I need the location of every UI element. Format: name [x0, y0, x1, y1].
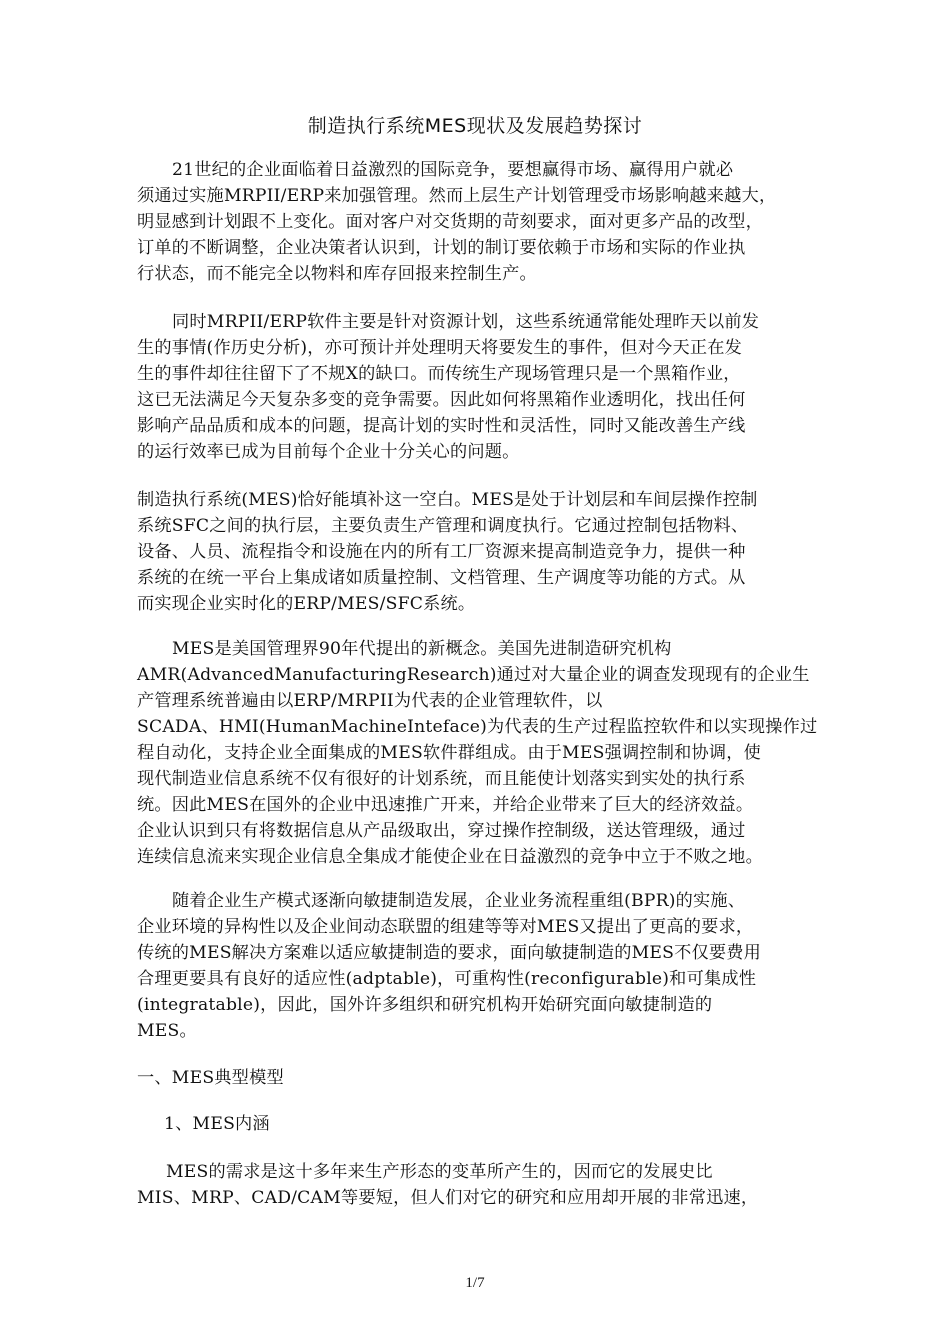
paragraph-3-line-2: 系统SFC之间的执行层，主要负责生产管理和调度执行。它通过控制包括物料、	[137, 516, 749, 536]
paragraph-2-line-2: 生的事情(作历史分析)，亦可预计并处理明天将要发生的事件，但对今天正在发	[137, 338, 742, 358]
paragraph-1-line-1: 21世纪的企业面临着日益激烈的国际竞争，要想赢得市场、赢得用户就必	[172, 160, 734, 180]
paragraph-1-line-3: 明显感到计划跟不上变化。面对客户对交货期的苛刻要求，面对更多产品的改型，	[137, 212, 763, 232]
subsection-heading: 1、MES内涵	[164, 1114, 270, 1134]
paragraph-2-line-1: 同时MRPII/ERP软件主要是针对资源计划，这些系统通常能处理昨天以前发	[172, 312, 760, 332]
paragraph-2-line-4: 这已无法满足今天复杂多变的竞争需要。因此如何将黑箱作业透明化，找出任何	[137, 390, 746, 410]
paragraph-5-line-4: 合理更要具有良好的适应性(adptable)，可重构性(reconfigurable)和可集成性	[137, 969, 757, 989]
paragraph-3-line-5: 而实现企业实时化的ERP/MES/SFC系统。	[137, 594, 476, 614]
paragraph-2-line-3: 生的事件却往往留下了不规X的缺口。而传统生产现场管理只是一个黑箱作业，	[137, 364, 741, 384]
paragraph-5-line-1: 随着企业生产模式逐渐向敏捷制造发展，企业业务流程重组(BPR)的实施、	[172, 891, 746, 911]
section-heading: 一、MES典型模型	[137, 1068, 284, 1088]
page-number: 1/7	[465, 1275, 485, 1291]
paragraph-2-line-5: 影响产品品质和成本的问题，提高计划的实时性和灵活性，同时又能改善生产线	[137, 416, 746, 436]
paragraph-1-line-4: 订单的不断调整，企业决策者认识到，计划的制订要依赖于市场和实际的作业执	[137, 238, 746, 258]
paragraph-4-line-7: 统。因此MES在国外的企业中迅速推广开来，并给企业带来了巨大的经济效益。	[137, 795, 754, 815]
document-title: 制造执行系统MES现状及发展趋势探讨	[307, 115, 643, 137]
paragraph-4-line-3: 产管理系统普遍由以ERP/MRPII为代表的企业管理软件，以	[137, 691, 603, 711]
paragraph-5-line-3: 传统的MES解决方案难以适应敏捷制造的要求，面向敏捷制造的MES不仅要费用	[137, 943, 762, 963]
closing-paragraph-line-1: MES的需求是这十多年来生产形态的变革所产生的，因而它的发展史比	[166, 1162, 713, 1182]
paragraph-4-line-1: MES是美国管理界90年代提出的新概念。美国先进制造研究机构	[172, 639, 672, 659]
paragraph-3-line-3: 设备、人员、流程指令和设施在内的所有工厂资源来提高制造竞争力，提供一种	[137, 542, 746, 562]
paragraph-5-line-6: MES。	[137, 1021, 197, 1041]
paragraph-4-line-9: 连续信息流来实现企业信息全集成才能使企业在日益激烈的竞争中立于不败之地。	[137, 847, 763, 867]
closing-paragraph-line-2: MIS、MRP、CAD/CAM等要短，但人们对它的研究和应用却开展的非常迅速，	[137, 1188, 759, 1208]
paragraph-5-line-5: (integratable)，因此，国外许多组织和研究机构开始研究面向敏捷制造的	[137, 995, 713, 1015]
paragraph-2-line-6: 的运行效率已成为目前每个企业十分关心的问题。	[137, 442, 520, 462]
paragraph-4-line-8: 企业认识到只有将数据信息从产品级取出，穿过操作控制级，送达管理级，通过	[137, 821, 746, 841]
paragraph-3-line-1: 制造执行系统(MES)恰好能填补这一空白。MES是处于计划层和车间层操作控制	[137, 490, 758, 510]
paragraph-5-line-2: 企业环境的异构性以及企业间动态联盟的组建等等对MES又提出了更高的要求，	[137, 917, 754, 937]
paragraph-3-line-4: 系统的在统一平台上集成诸如质量控制、文档管理、生产调度等功能的方式。从	[137, 568, 746, 588]
paragraph-4-line-5: 程自动化，支持企业全面集成的MES软件群组成。由于MES强调控制和协调，使	[137, 743, 762, 763]
paragraph-4-line-6: 现代制造业信息系统不仅有很好的计划系统，而且能使计划落实到实处的执行系	[137, 769, 746, 789]
paragraph-4-line-2: AMR(AdvancedManufacturingResearch)通过对大量企业的调查发现现有的企业生	[137, 665, 810, 685]
paragraph-4-line-4: SCADA、HMI(HumanMachineInteface)为代表的生产过程监控软件和以实现操作过	[137, 717, 818, 737]
paragraph-1-line-2: 须通过实施MRPII/ERP来加强管理。然而上层生产计划管理受市场影响越来越大，	[137, 186, 777, 206]
paragraph-1-line-5: 行状态，而不能完全以物料和库存回报来控制生产。	[137, 264, 537, 284]
